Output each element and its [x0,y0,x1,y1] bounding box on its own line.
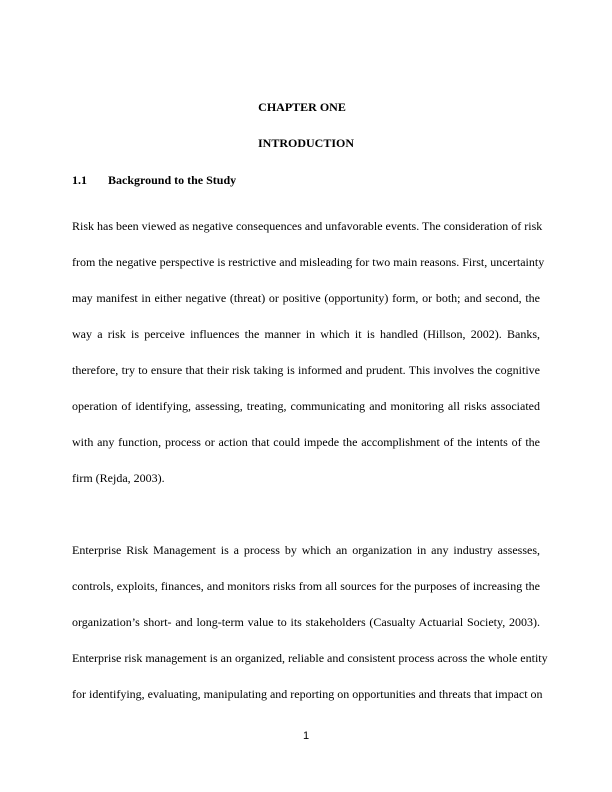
section-title: Background to the Study [108,173,237,187]
paragraph-line: operation of identifying, assessing, treating, communicating and monitoring all risks associated [72,399,540,413]
paragraph-line: firm (Rejda, 2003). [72,471,165,485]
paragraph-line: Enterprise Risk Management is a process by which an organization in any industry assesses, [72,543,540,557]
section-heading [72,173,236,187]
section-number: 1.1 [72,173,87,187]
paragraph-line: controls, exploits, finances, and monitors risks from all sources for the purposes of increasing the [72,579,540,593]
paragraph-line: from the negative perspective is restrictive and misleading for two main reasons. First, uncertainty [72,255,545,269]
chapter-title: CHAPTER ONE [258,100,346,114]
body-paragraph [72,219,545,507]
paragraph-line: for identifying, evaluating, manipulating and reporting on opportunities and threats that impact on [72,687,543,701]
paragraph-line: with any function, process or action that could impede the accomplishment of the intents of the [72,435,540,449]
chapter-subtitle: INTRODUCTION [257,136,354,150]
paragraph-line: way a risk is perceive influences the manner in which it is handled (Hillson, 2002). Banks, [72,327,540,341]
body-paragraph [72,543,548,723]
paragraph-line: may manifest in either negative (threat) or positive (opportunity) form, or both; and second, the [72,291,540,305]
page-number: 1 [302,730,310,742]
paragraph-line: organization’s short- and long-term value to its stakeholders (Casualty Actuarial Society, 2003). [72,615,540,629]
paragraph-line: Enterprise risk management is an organized, reliable and consistent process across the whole entity [72,651,548,665]
paragraph-line: therefore, try to ensure that their risk taking is informed and prudent. This involves the cognitive [72,363,540,377]
paragraph-line: Risk has been viewed as negative consequences and unfavorable events. The consideration of risk [72,219,543,233]
